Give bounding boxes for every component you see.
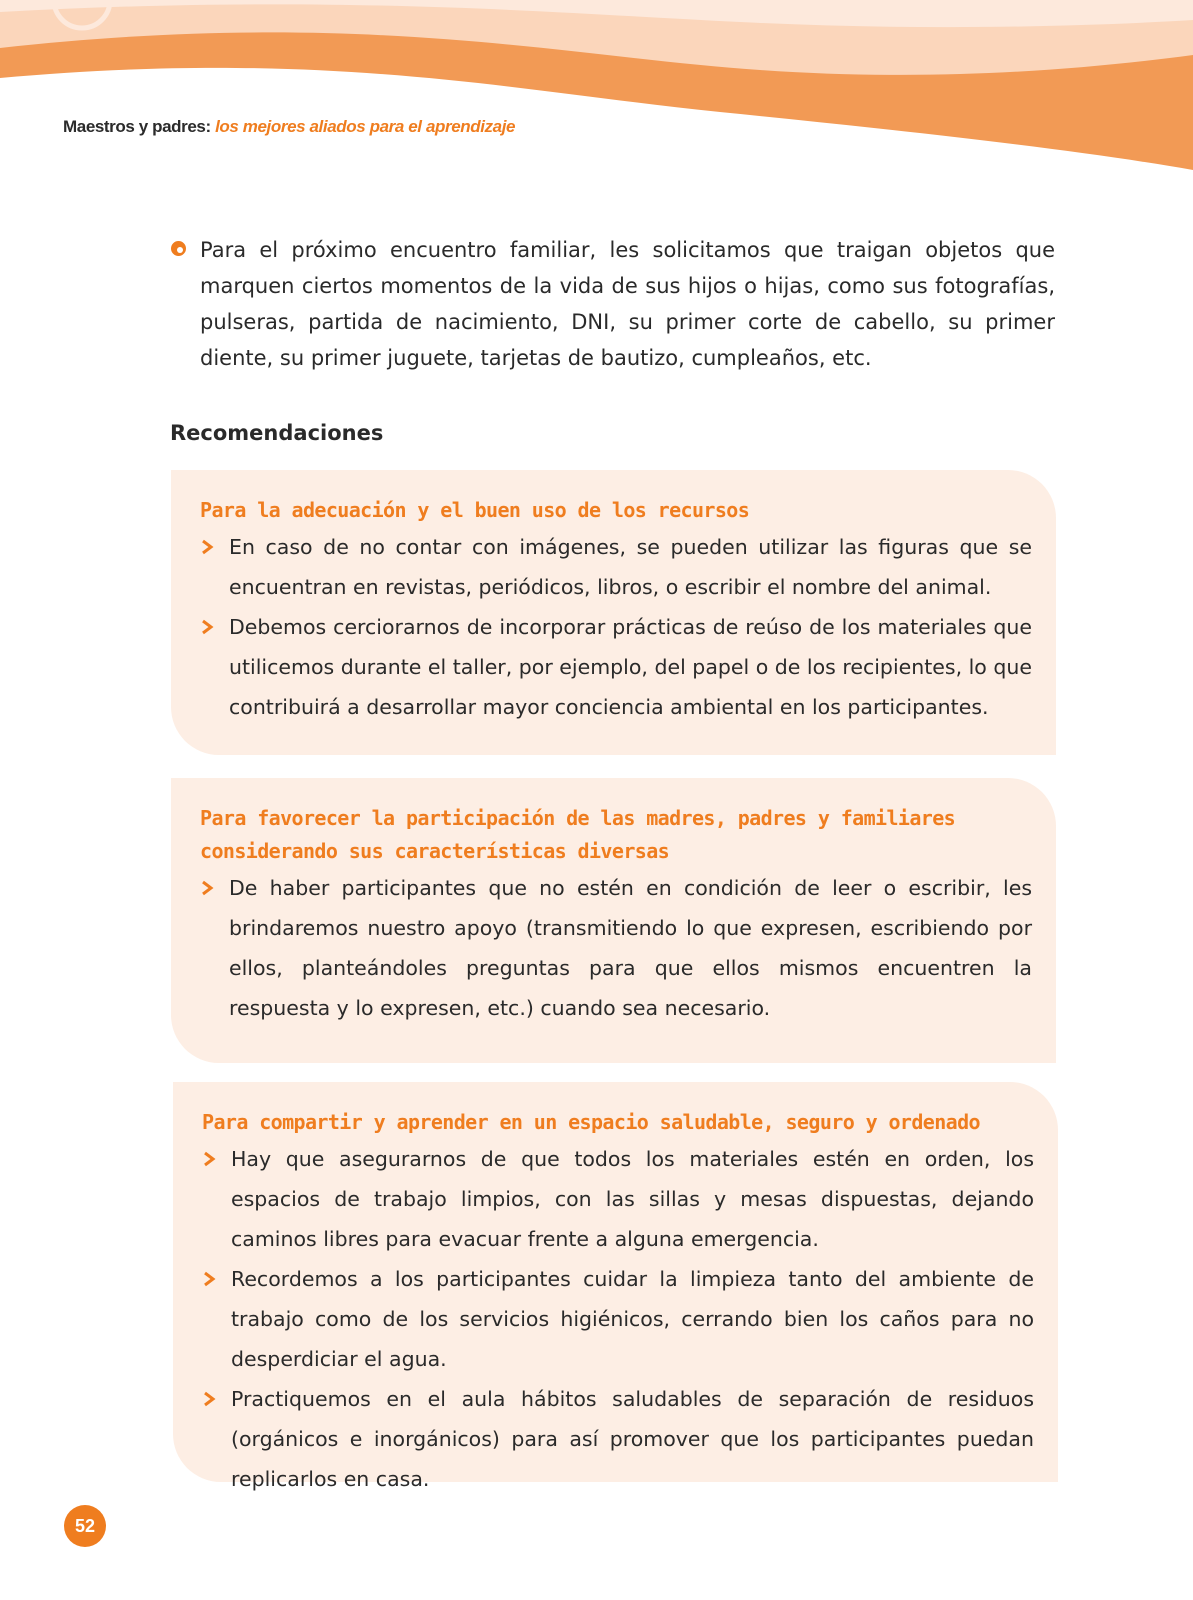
recommendations-heading: Recomendaciones xyxy=(170,421,384,445)
header-wave-decoration xyxy=(0,0,1193,170)
list-item-text: Debemos cerciorarnos de incorporar prácticas de reúso de los materiales que utilicemos durante el taller, por ejemplo, del papel o de los recipientes, lo que contribuirá a desarrollar mayor conciencia ambiental en los participantes. xyxy=(229,615,1032,719)
list-item-text: Hay que asegurarnos de que todos los materiales estén en orden, los espacios de trabajo limpios, con las sillas y mesas dispuestas, dejando caminos libres para evacuar frente a alguna emergencia. xyxy=(231,1147,1034,1251)
list-item xyxy=(200,868,1032,1028)
list-item xyxy=(202,1259,1034,1379)
list-item-text: En caso de no contar con imágenes, se pueden utilizar las figuras que se encuentran en revistas, periódicos, libros, o escribir el nombre del animal. xyxy=(229,535,1032,599)
list-item xyxy=(200,607,1032,727)
page-number-badge xyxy=(64,1505,106,1547)
list-item-text: Practiquemos en el aula hábitos saludables de separación de residuos (orgánicos e inorgánicos) para así promover que los participantes puedan replicarlos en casa. xyxy=(231,1387,1034,1491)
orange-dot-icon xyxy=(170,240,187,257)
chevron-right-icon xyxy=(202,1271,216,1287)
chevron-right-icon xyxy=(202,1151,216,1167)
page-number: 52 xyxy=(74,1515,96,1536)
card-list xyxy=(200,527,1032,727)
running-header-subtitle: los mejores aliados para el aprendizaje xyxy=(215,117,516,136)
card-title: Para compartir y aprender en un espacio saludable, seguro y ordenado xyxy=(202,1110,980,1134)
recommendation-card-resources xyxy=(171,470,1056,755)
card-title: Para la adecuación y el buen uso de los recursos xyxy=(200,498,750,522)
recommendation-card-participation xyxy=(171,778,1056,1063)
list-item-text: Recordemos a los participantes cuidar la limpieza tanto del ambiente de trabajo como de los servicios higiénicos, cerrando bien los caños para no desperdiciar el agua. xyxy=(231,1267,1034,1371)
card-list xyxy=(200,868,1032,1028)
list-item-text: De haber participantes que no estén en condición de leer o escribir, les brindaremos nuestro apoyo (transmitiendo lo que expresen, escribiendo por ellos, planteándoles preguntas para que ellos mismos encuentren la respuesta y lo expresen, etc.) cuando sea necesario. xyxy=(229,876,1032,1020)
list-item xyxy=(202,1379,1034,1499)
chevron-right-icon xyxy=(202,1391,216,1407)
list-item xyxy=(202,1139,1034,1259)
running-header xyxy=(63,117,515,137)
running-header-title: Maestros y padres: xyxy=(63,117,211,136)
intro-text: Para el próximo encuentro familiar, les solicitamos que traigan objetos que marquen ciertos momentos de la vida de sus hijos o hijas, como sus fotografías, pulseras, partida de nacimiento, DNI, su primer corte de cabello, su primer diente, su primer juguete, tarjetas de bautizo, cumpleaños, etc. xyxy=(200,238,1055,370)
list-item xyxy=(200,527,1032,607)
chevron-right-icon xyxy=(200,539,214,555)
card-list xyxy=(202,1139,1034,1499)
intro-paragraph xyxy=(170,232,1055,376)
recommendation-card-healthy-space xyxy=(173,1082,1058,1491)
chevron-right-icon xyxy=(200,619,214,635)
card-title: Para favorecer la participación de las madres, padres y familiares considerando sus características diversas xyxy=(200,806,956,863)
chevron-right-icon xyxy=(200,880,214,896)
